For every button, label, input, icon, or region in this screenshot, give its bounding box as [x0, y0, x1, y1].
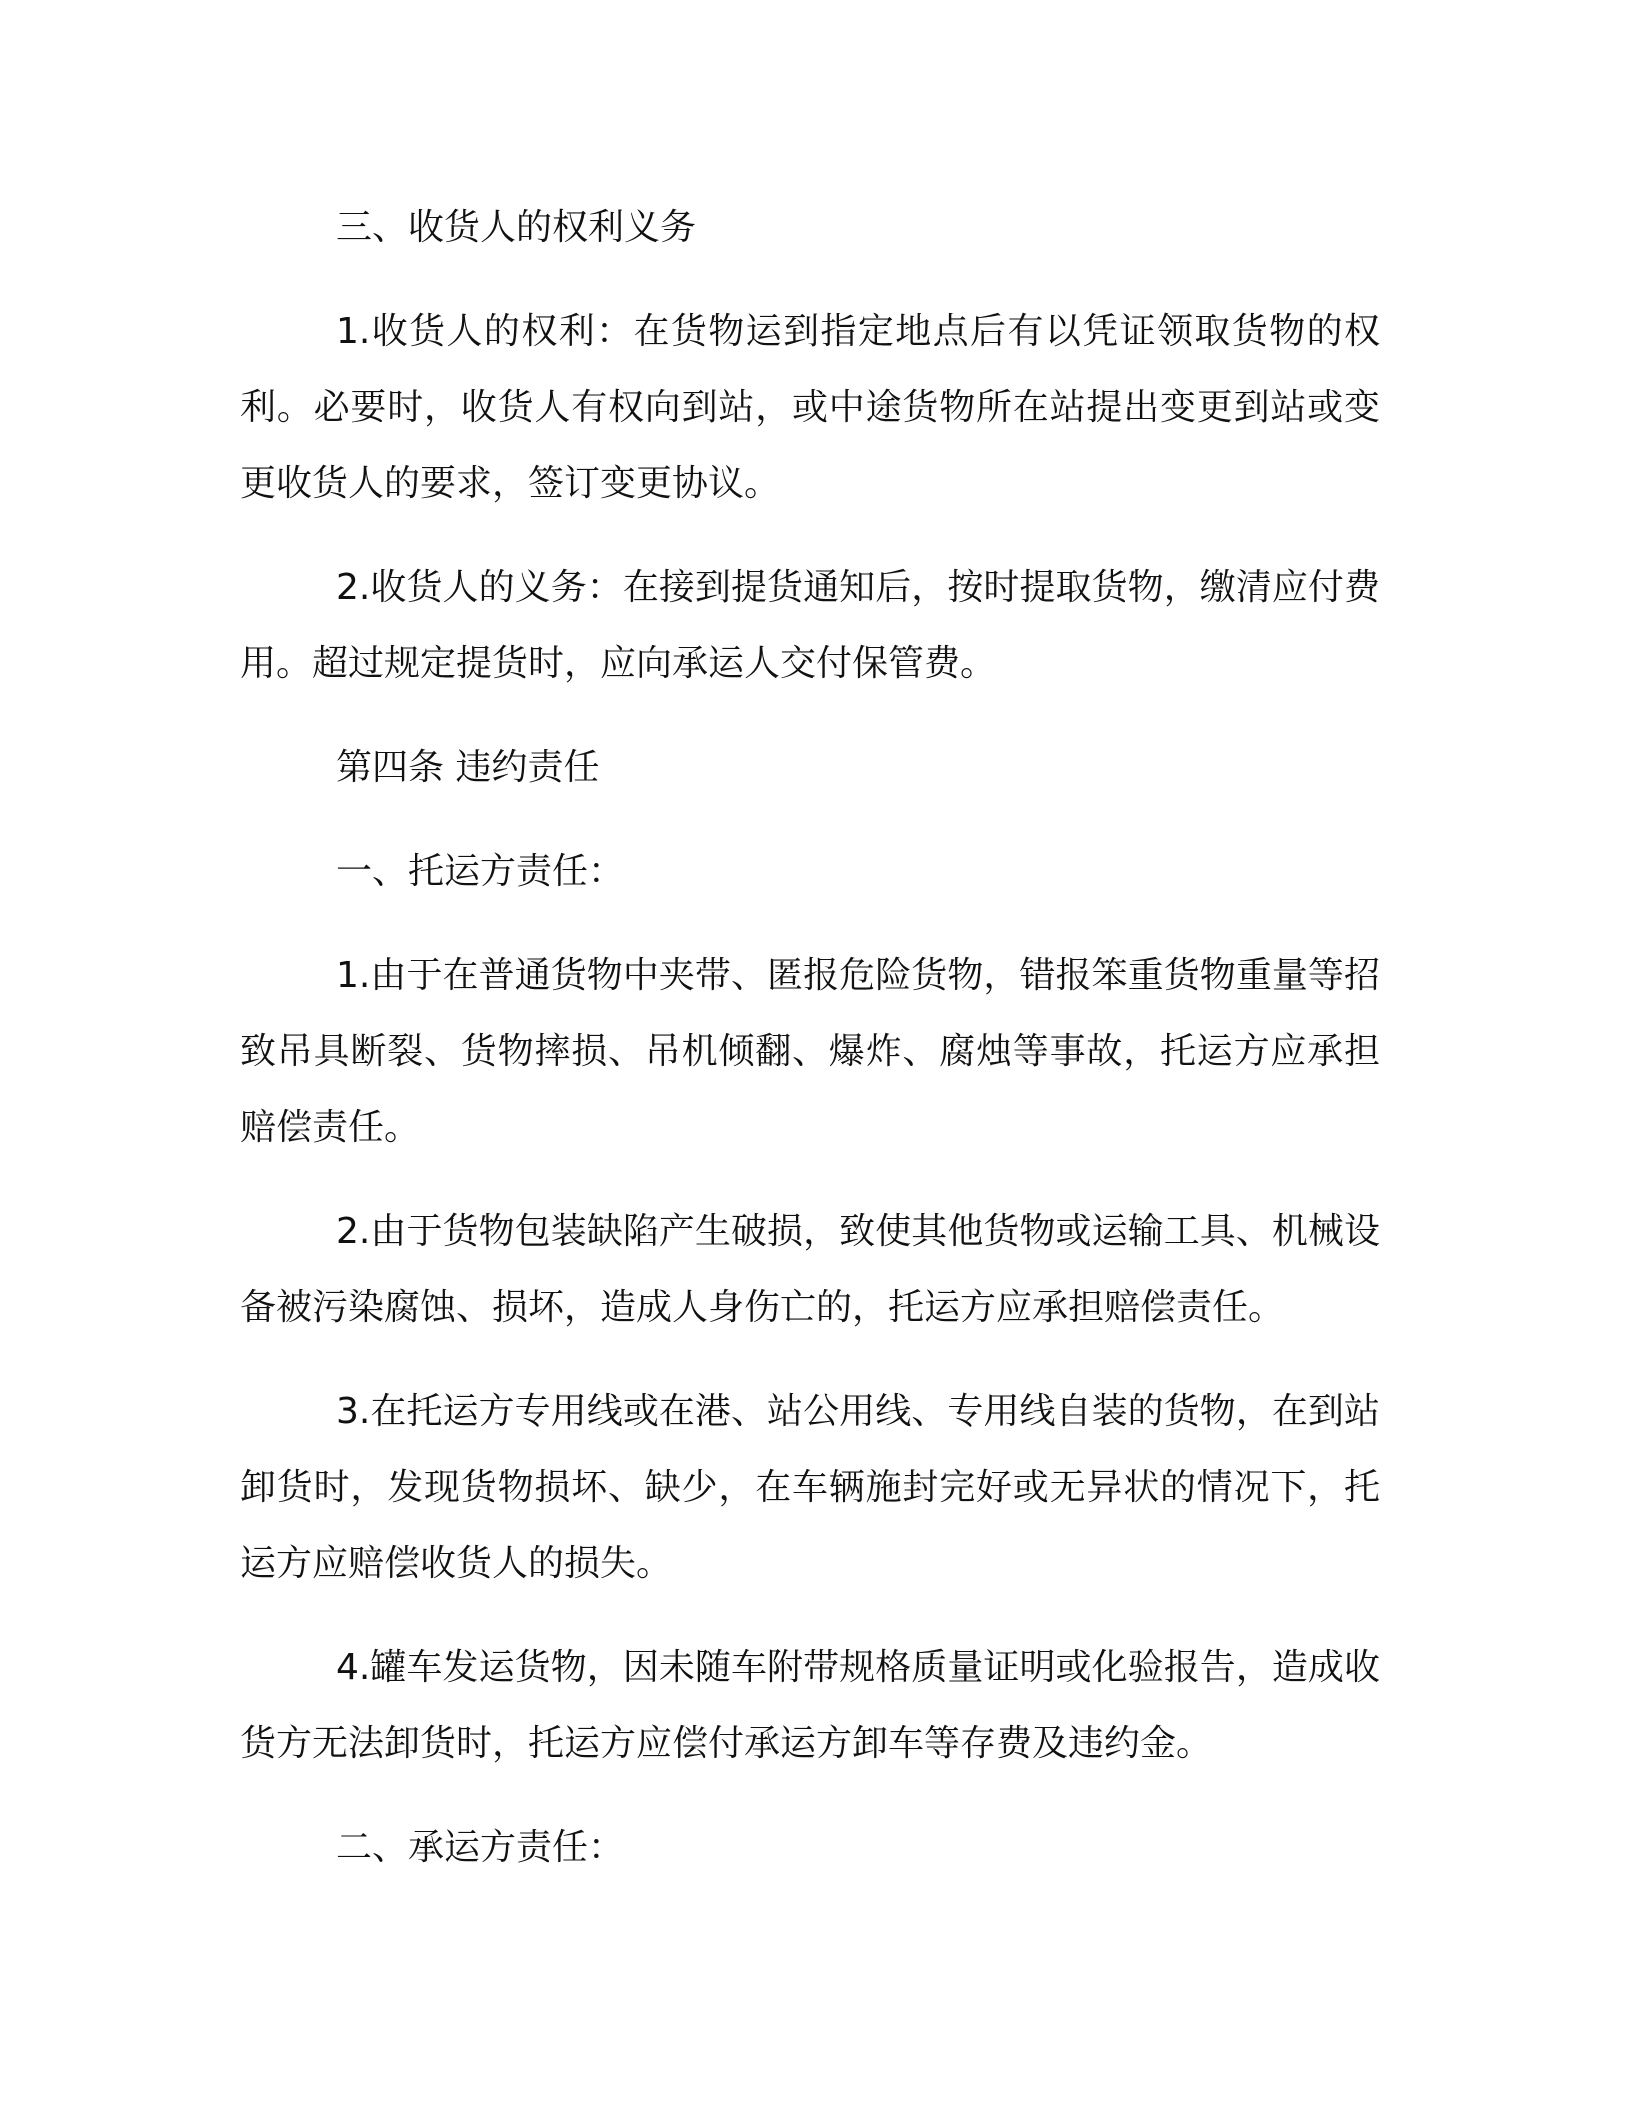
section-heading-shipper-liability: 一、托运方责任：: [336, 851, 625, 892]
paragraph-shipper-liability-2: 2.由于货物包装缺陷产生破损，致使其他货物或运输工具、机械设备被污染腐蚀、损坏，造成人身伤亡的，托运方应承担赔偿责任。: [240, 1211, 1380, 1328]
paragraph-shipper-liability-3: 3.在托运方专用线或在港、站公用线、专用线自装的货物，在到站卸货时，发现货物损坏、缺少，在车辆施封完好或无异状的情况下，托运方应赔偿收货人的损失。: [240, 1391, 1380, 1584]
paragraph-consignee-obligations: 2.收货人的义务：在接到提货通知后，按时提取货物，缴清应付费用。超过规定提货时，应向承运人交付保管费。: [240, 567, 1380, 684]
article-heading-liability: 第四条 违约责任: [336, 747, 600, 788]
section-heading-carrier-liability: 二、承运方责任：: [336, 1827, 625, 1868]
paragraph-shipper-liability-4: 4.罐车发运货物，因未随车附带规格质量证明或化验报告，造成收货方无法卸货时，托运方应偿付承运方卸车等存费及违约金。: [240, 1647, 1380, 1764]
document-body: [240, 190, 1380, 1914]
section-heading-consignee-rights: 三、收货人的权利义务: [336, 207, 697, 248]
paragraph-consignee-rights: 1.收货人的权利：在货物运到指定地点后有以凭证领取货物的权利。必要时，收货人有权向到站，或中途货物所在站提出变更到站或变更收货人的要求，签订变更协议。: [240, 311, 1380, 504]
paragraph-shipper-liability-1: 1.由于在普通货物中夹带、匿报危险货物，错报笨重货物重量等招致吊具断裂、货物摔损、吊机倾翻、爆炸、腐烛等事故，托运方应承担赔偿责任。: [240, 955, 1380, 1148]
